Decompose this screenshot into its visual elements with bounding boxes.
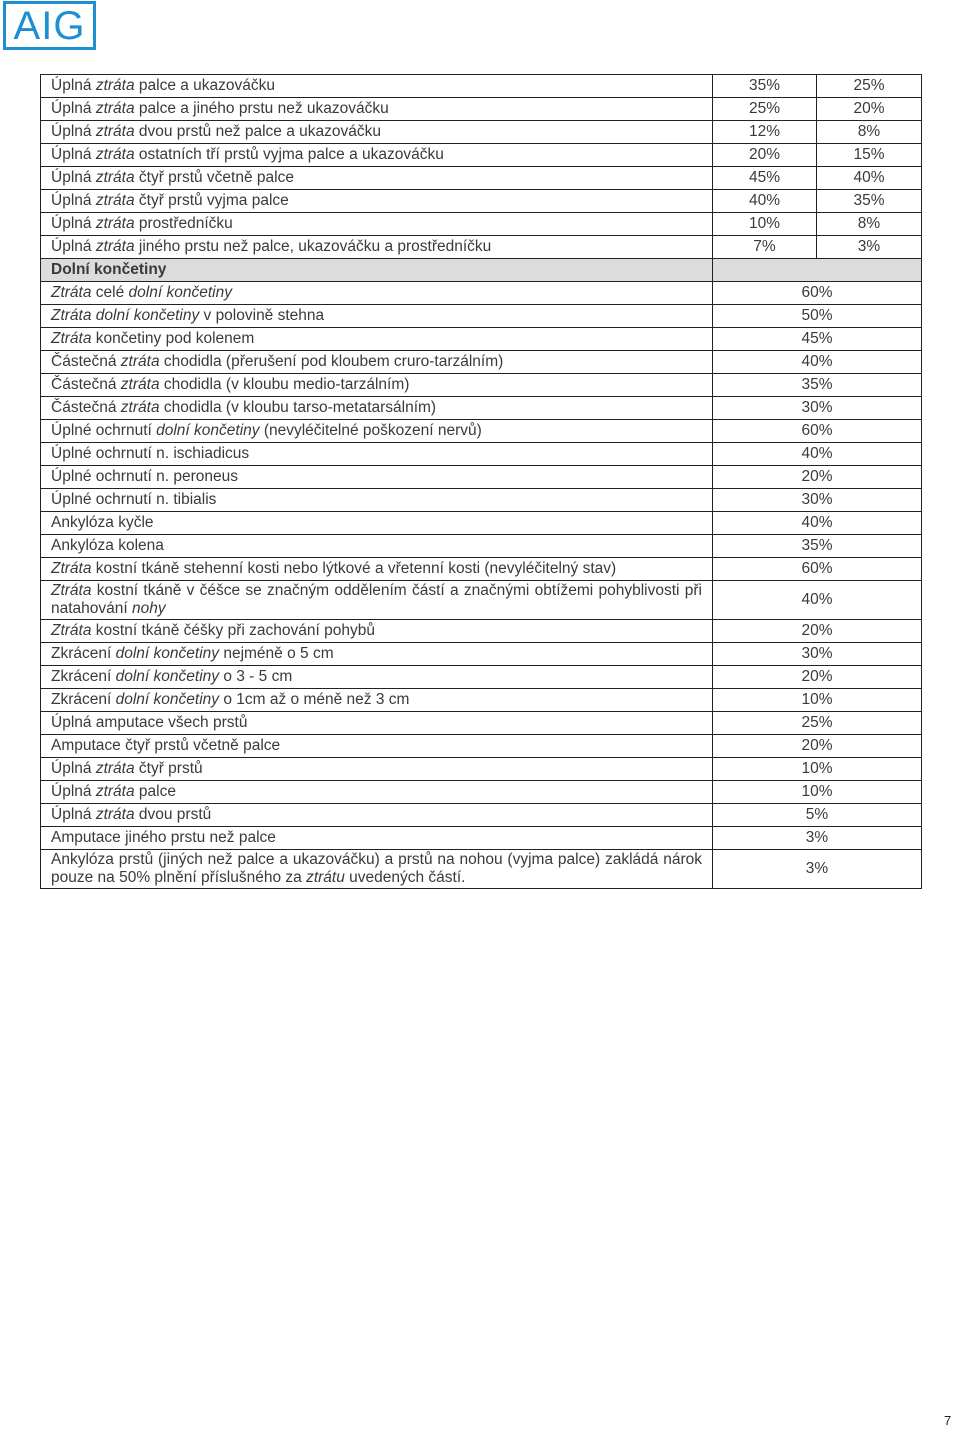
label-part: kostní tkáně v čéšce se značným oddělením částí a značnými obtížemi pohyblivosti při natahování	[51, 582, 702, 617]
table-row	[41, 98, 922, 121]
row-value: 60%	[713, 420, 922, 443]
row-label	[41, 466, 713, 489]
row-label	[41, 420, 713, 443]
label-part: prostředníčku	[134, 215, 233, 232]
row-label	[41, 581, 713, 620]
label-italic-part: Ztráta	[51, 330, 92, 347]
row-value: 60%	[713, 282, 922, 305]
table-row	[41, 689, 922, 712]
table-row	[41, 489, 922, 512]
table-row	[41, 121, 922, 144]
table-row	[41, 558, 922, 581]
table-row	[41, 712, 922, 735]
label-part: Úplná	[51, 100, 96, 117]
table-row	[41, 305, 922, 328]
row-label	[41, 190, 713, 213]
row-label	[41, 804, 713, 827]
label-part: Úplná	[51, 169, 96, 186]
table-row	[41, 666, 922, 689]
table-row	[41, 397, 922, 420]
compensation-table	[40, 74, 922, 889]
row-value: 30%	[713, 643, 922, 666]
row-value: 20%	[713, 666, 922, 689]
value-left-hand: 8%	[817, 121, 922, 144]
table-row	[41, 735, 922, 758]
row-value: 10%	[713, 781, 922, 804]
table-row	[41, 167, 922, 190]
row-label	[41, 397, 713, 420]
label-part: Úplné ochrnutí n. peroneus	[51, 468, 238, 485]
label-italic-part: dolní končetiny	[115, 668, 220, 685]
row-label	[41, 282, 713, 305]
label-part: palce a ukazováčku	[134, 77, 276, 94]
row-label	[41, 121, 713, 144]
row-value: 35%	[713, 535, 922, 558]
row-label	[41, 351, 713, 374]
label-part: Úplná amputace všech prstů	[51, 714, 248, 731]
row-label	[41, 443, 713, 466]
row-value: 45%	[713, 328, 922, 351]
value-left-hand: 3%	[817, 236, 922, 259]
row-label	[41, 666, 713, 689]
label-italic-part: dolní končetiny	[115, 645, 220, 662]
label-part: (nevyléčitelné poškození nervů)	[259, 422, 482, 439]
aig-logo-text: AIG	[13, 3, 86, 48]
row-label	[41, 305, 713, 328]
row-label	[41, 75, 713, 98]
row-value: 5%	[713, 804, 922, 827]
table-row	[41, 827, 922, 850]
table-row	[41, 758, 922, 781]
row-label	[41, 535, 713, 558]
label-italic-part: ztrátu	[306, 869, 345, 886]
row-value: 40%	[713, 512, 922, 535]
label-italic-part: dolní končetiny	[115, 691, 220, 708]
label-part: v polovině stehna	[199, 307, 325, 324]
row-value: 20%	[713, 735, 922, 758]
value-right-hand: 20%	[713, 144, 817, 167]
label-part: kostní tkáně čéšky při zachování pohybů	[91, 622, 375, 639]
label-part: Amputace jiného prstu než palce	[51, 829, 276, 846]
label-italic-part: ztráta	[120, 353, 160, 370]
table-row	[41, 643, 922, 666]
label-part: Úplné ochrnutí	[51, 422, 157, 439]
label-part: jiného prstu než palce, ukazováčku a prostředníčku	[134, 238, 492, 255]
row-value: 35%	[713, 374, 922, 397]
section-header-value-cell	[713, 259, 922, 282]
row-label	[41, 850, 713, 889]
value-left-hand: 35%	[817, 190, 922, 213]
value-left-hand: 15%	[817, 144, 922, 167]
label-italic-part: nohy	[132, 600, 166, 617]
row-label	[41, 167, 713, 190]
label-part: o 3 - 5 cm	[219, 668, 293, 685]
row-value: 10%	[713, 689, 922, 712]
table-row	[41, 420, 922, 443]
page-number: 7	[944, 1413, 952, 1428]
label-part: Úplná	[51, 123, 96, 140]
row-label	[41, 712, 713, 735]
row-label	[41, 98, 713, 121]
label-part: Úplná	[51, 760, 96, 777]
value-right-hand: 45%	[713, 167, 817, 190]
table-row	[41, 512, 922, 535]
row-value: 20%	[713, 620, 922, 643]
label-part: Úplné ochrnutí n. tibialis	[51, 491, 217, 508]
label-part: chodidla (v kloubu medio-tarzálním)	[159, 376, 410, 393]
value-left-hand: 8%	[817, 213, 922, 236]
label-part: čtyř prstů vyjma palce	[134, 192, 289, 209]
row-label	[41, 512, 713, 535]
value-left-hand: 40%	[817, 167, 922, 190]
fingers-rows	[41, 75, 922, 259]
label-italic-part: ztráta	[95, 100, 135, 117]
table-row	[41, 374, 922, 397]
table-row	[41, 581, 922, 620]
row-value: 3%	[713, 850, 922, 889]
aig-logo	[3, 1, 96, 50]
label-italic-part: Ztráta	[51, 560, 92, 577]
label-part: Amputace čtyř prstů včetně palce	[51, 737, 281, 754]
value-right-hand: 7%	[713, 236, 817, 259]
table-row	[41, 443, 922, 466]
label-part: Úplná	[51, 783, 96, 800]
label-part: palce a jiného prstu než ukazováčku	[134, 100, 389, 117]
label-part: celé	[91, 284, 129, 301]
label-part: Zkrácení	[51, 668, 116, 685]
row-label	[41, 328, 713, 351]
row-value: 30%	[713, 489, 922, 512]
label-italic-part: ztráta	[95, 760, 135, 777]
value-right-hand: 10%	[713, 213, 817, 236]
row-value: 50%	[713, 305, 922, 328]
row-label	[41, 236, 713, 259]
label-part: čtyř prstů	[134, 760, 203, 777]
label-part: Částečná	[51, 376, 121, 393]
label-part: palce	[134, 783, 176, 800]
label-italic-part: ztráta	[120, 376, 160, 393]
value-right-hand: 35%	[713, 75, 817, 98]
label-italic-part: ztráta	[95, 123, 135, 140]
table-row	[41, 328, 922, 351]
row-label	[41, 735, 713, 758]
label-part: dvou prstů	[134, 806, 212, 823]
table-row	[41, 466, 922, 489]
label-part: Zkrácení	[51, 691, 116, 708]
label-italic-part: ztráta	[95, 192, 135, 209]
table-row	[41, 620, 922, 643]
label-part: Ankylóza kolena	[51, 537, 164, 554]
table-row	[41, 282, 922, 305]
legs-rows	[41, 282, 922, 889]
row-label	[41, 781, 713, 804]
label-part: Úplná	[51, 146, 96, 163]
label-italic-part: ztráta	[95, 238, 135, 255]
label-part: dvou prstů než palce a ukazováčku	[134, 123, 382, 140]
legs-section	[41, 259, 922, 282]
row-label	[41, 558, 713, 581]
row-value: 3%	[713, 827, 922, 850]
label-italic-part: dolní končetiny	[128, 284, 232, 301]
label-italic-part: ztráta	[95, 146, 135, 163]
label-italic-part: ztráta	[95, 806, 135, 823]
row-label	[41, 144, 713, 167]
row-label	[41, 689, 713, 712]
table-row	[41, 850, 922, 889]
label-part: kostní tkáně stehenní kosti nebo lýtkové a vřetenní kosti (nevyléčitelný stav)	[91, 560, 617, 577]
table-row	[41, 535, 922, 558]
label-italic-part: ztráta	[95, 783, 135, 800]
row-label	[41, 374, 713, 397]
label-italic-part: Ztráta	[51, 284, 92, 301]
label-italic-part: ztráta	[120, 399, 160, 416]
table-row	[41, 781, 922, 804]
value-right-hand: 40%	[713, 190, 817, 213]
row-label	[41, 643, 713, 666]
label-italic-part: ztráta	[95, 215, 135, 232]
table-row	[41, 236, 922, 259]
label-part: uvedených částí.	[344, 869, 466, 886]
row-label	[41, 827, 713, 850]
value-right-hand: 25%	[713, 98, 817, 121]
label-part: Úplná	[51, 215, 96, 232]
label-part: čtyř prstů včetně palce	[134, 169, 294, 186]
row-value: 40%	[713, 443, 922, 466]
row-value: 20%	[713, 466, 922, 489]
label-part: Částečná	[51, 353, 121, 370]
table-row	[41, 190, 922, 213]
label-part: končetiny pod kolenem	[91, 330, 255, 347]
table-row	[41, 75, 922, 98]
label-part: Úplná	[51, 806, 96, 823]
table-row	[41, 213, 922, 236]
label-italic-part: dolní končetiny	[156, 422, 260, 439]
row-value: 25%	[713, 712, 922, 735]
label-italic-part: Ztráta	[51, 582, 92, 599]
row-label	[41, 213, 713, 236]
row-value: 60%	[713, 558, 922, 581]
label-part: Zkrácení	[51, 645, 116, 662]
value-right-hand: 12%	[713, 121, 817, 144]
label-part: ostatních tří prstů vyjma palce a ukazováčku	[134, 146, 444, 163]
row-value: 40%	[713, 351, 922, 374]
row-label	[41, 758, 713, 781]
label-part: chodidla (přerušení pod kloubem cruro-tarzálním)	[159, 353, 504, 370]
label-part: Úplná	[51, 238, 96, 255]
label-part: Částečná	[51, 399, 121, 416]
row-value: 10%	[713, 758, 922, 781]
label-part: o 1cm až o méně než 3 cm	[219, 691, 410, 708]
row-value: 30%	[713, 397, 922, 420]
section-header-row	[41, 259, 922, 282]
label-part: Úplná	[51, 77, 96, 94]
value-left-hand: 25%	[817, 75, 922, 98]
label-part: Ankylóza prstů (jiných než palce a ukazováčku) a prstů na nohou (vyjma palce) zakládá nárok pouze na 50% plnění příslušného za	[51, 851, 702, 886]
table-row	[41, 144, 922, 167]
row-value: 40%	[713, 581, 922, 620]
row-label	[41, 489, 713, 512]
label-part: Úplné ochrnutí n. ischiadicus	[51, 445, 250, 462]
label-part: nejméně o 5 cm	[219, 645, 334, 662]
label-part: Ankylóza kyčle	[51, 514, 154, 531]
table-row	[41, 804, 922, 827]
table-row	[41, 351, 922, 374]
label-part: Úplná	[51, 192, 96, 209]
section-title: Dolní končetiny	[41, 259, 713, 282]
label-italic-part: ztráta	[95, 169, 135, 186]
row-label	[41, 620, 713, 643]
label-italic-part: ztráta	[95, 77, 135, 94]
label-italic-part: Ztráta	[51, 622, 92, 639]
label-italic-part: Ztráta dolní končetiny	[51, 307, 200, 324]
value-left-hand: 20%	[817, 98, 922, 121]
label-part: chodidla (v kloubu tarso-metatarsálním)	[159, 399, 437, 416]
